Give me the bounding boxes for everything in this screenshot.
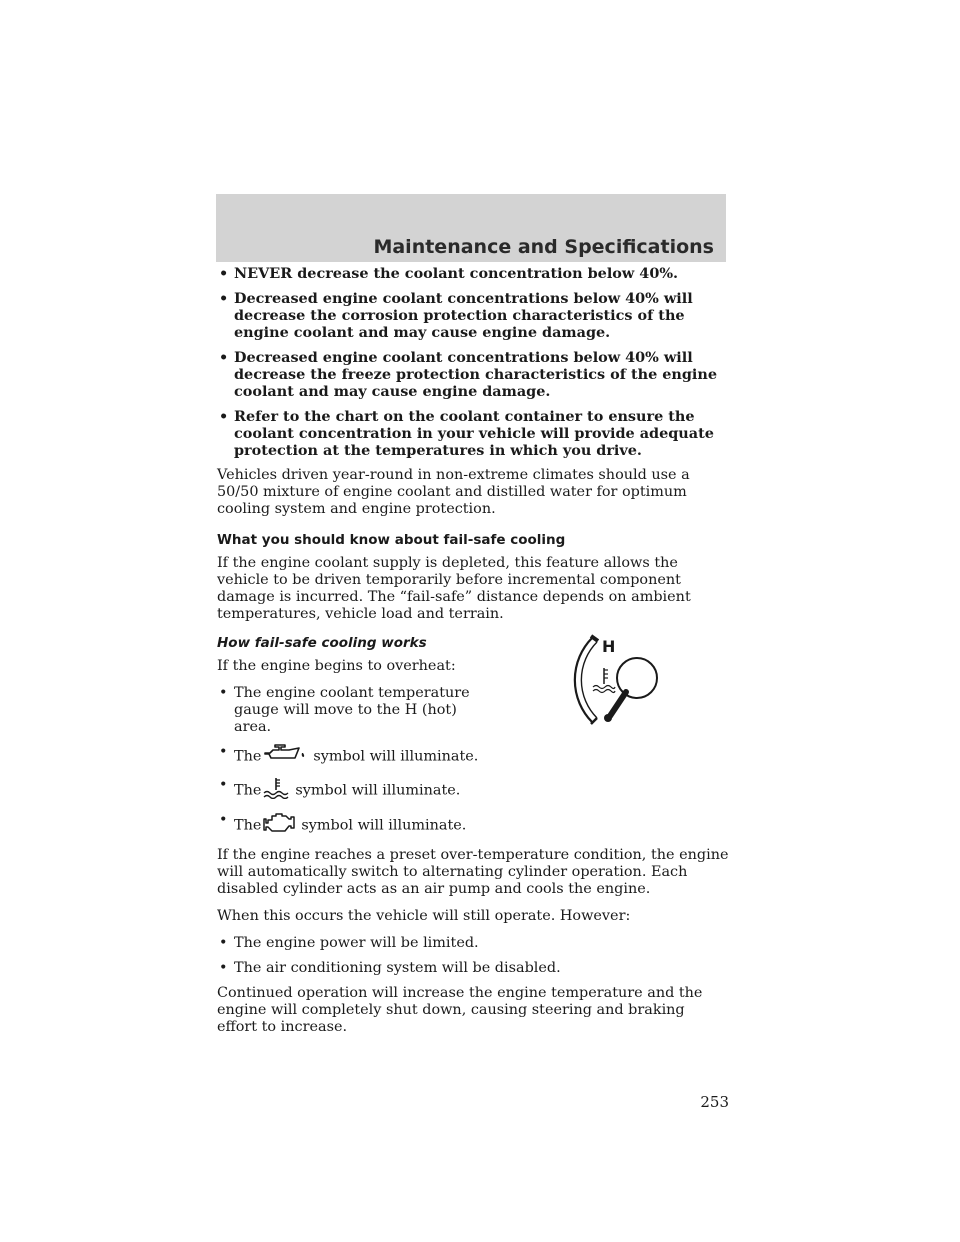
failsafe-heading: What you should know about fail-safe cooling [217,532,566,548]
temperature-gauge-illustration [560,630,660,730]
list-item [217,744,484,769]
cylinder-paragraph: If the engine reaches a preset over-temperature condition, the engine will automatically switch to alternating cylinder operation. Each disabled cylinder acts as an air pump and cools the engine. [217,847,729,897]
list-item [217,777,729,804]
overheat-intro: If the engine begins to overheat: [217,658,456,674]
how-it-works-heading: How fail-safe cooling works [217,635,427,651]
continued-paragraph: Continued operation will increase the engine temperature and the engine will completely shut down, causing steering and braking effort to increase. [217,985,703,1035]
bullet-the: The [234,782,262,799]
bullet-temp-text: symbol will illuminate. [295,782,461,799]
mixture-paragraph: Vehicles driven year-round in non-extreme climates should use a 50/50 mixture of engine coolant and distilled water for optimum cooling system and engine protection. [217,467,690,517]
list-item [217,812,729,839]
oil-pressure-icon [263,744,307,769]
list-item: • NEVER decrease the coolant concentration below 40%. [217,265,729,282]
bullet-the: The [234,817,262,834]
failsafe-paragraph: If the engine coolant supply is depleted, this feature allows the vehicle to be driven temporarily before incremental component damage is incurred. The “fail-safe” distance depends on ambient temperatures, vehicle load and terrain. [217,555,691,622]
list-item: • The air conditioning system will be disabled. [217,960,729,977]
page-number: 253 [700,1093,729,1111]
list-item: • Decreased engine coolant concentrations below 40% will decrease the corrosion protection characteristics of the engine coolant and may cause engine damage. [217,290,729,341]
coolant-warning-list [217,265,729,459]
operate-paragraph: When this occurs the vehicle will still operate. However: [217,908,631,924]
section-header-band [216,194,726,262]
list-item: • Decreased engine coolant concentrations below 40% will decrease the freeze protection characteristics of the engine coolant and may cause engine damage. [217,349,729,400]
list-item: • The engine coolant temperature gauge will move to the H (hot) area. [217,685,484,736]
check-engine-icon [263,812,295,839]
coolant-temp-icon [263,777,289,804]
bullet-engine-text: symbol will illuminate. [301,817,467,834]
list-item: • Refer to the chart on the coolant container to ensure the coolant concentration in your vehicle will provide adequate protection at the temperatures in which you drive. [217,408,729,459]
coolant-temp-icon [593,668,615,693]
bullet-oil-text: symbol will illuminate. [313,748,479,765]
list-item: • The engine power will be limited. [217,935,729,952]
operate-list [217,935,729,977]
bullet-the: The [234,748,262,765]
section-title: Maintenance and Specifications [373,236,714,258]
hot-label: H [602,637,616,656]
